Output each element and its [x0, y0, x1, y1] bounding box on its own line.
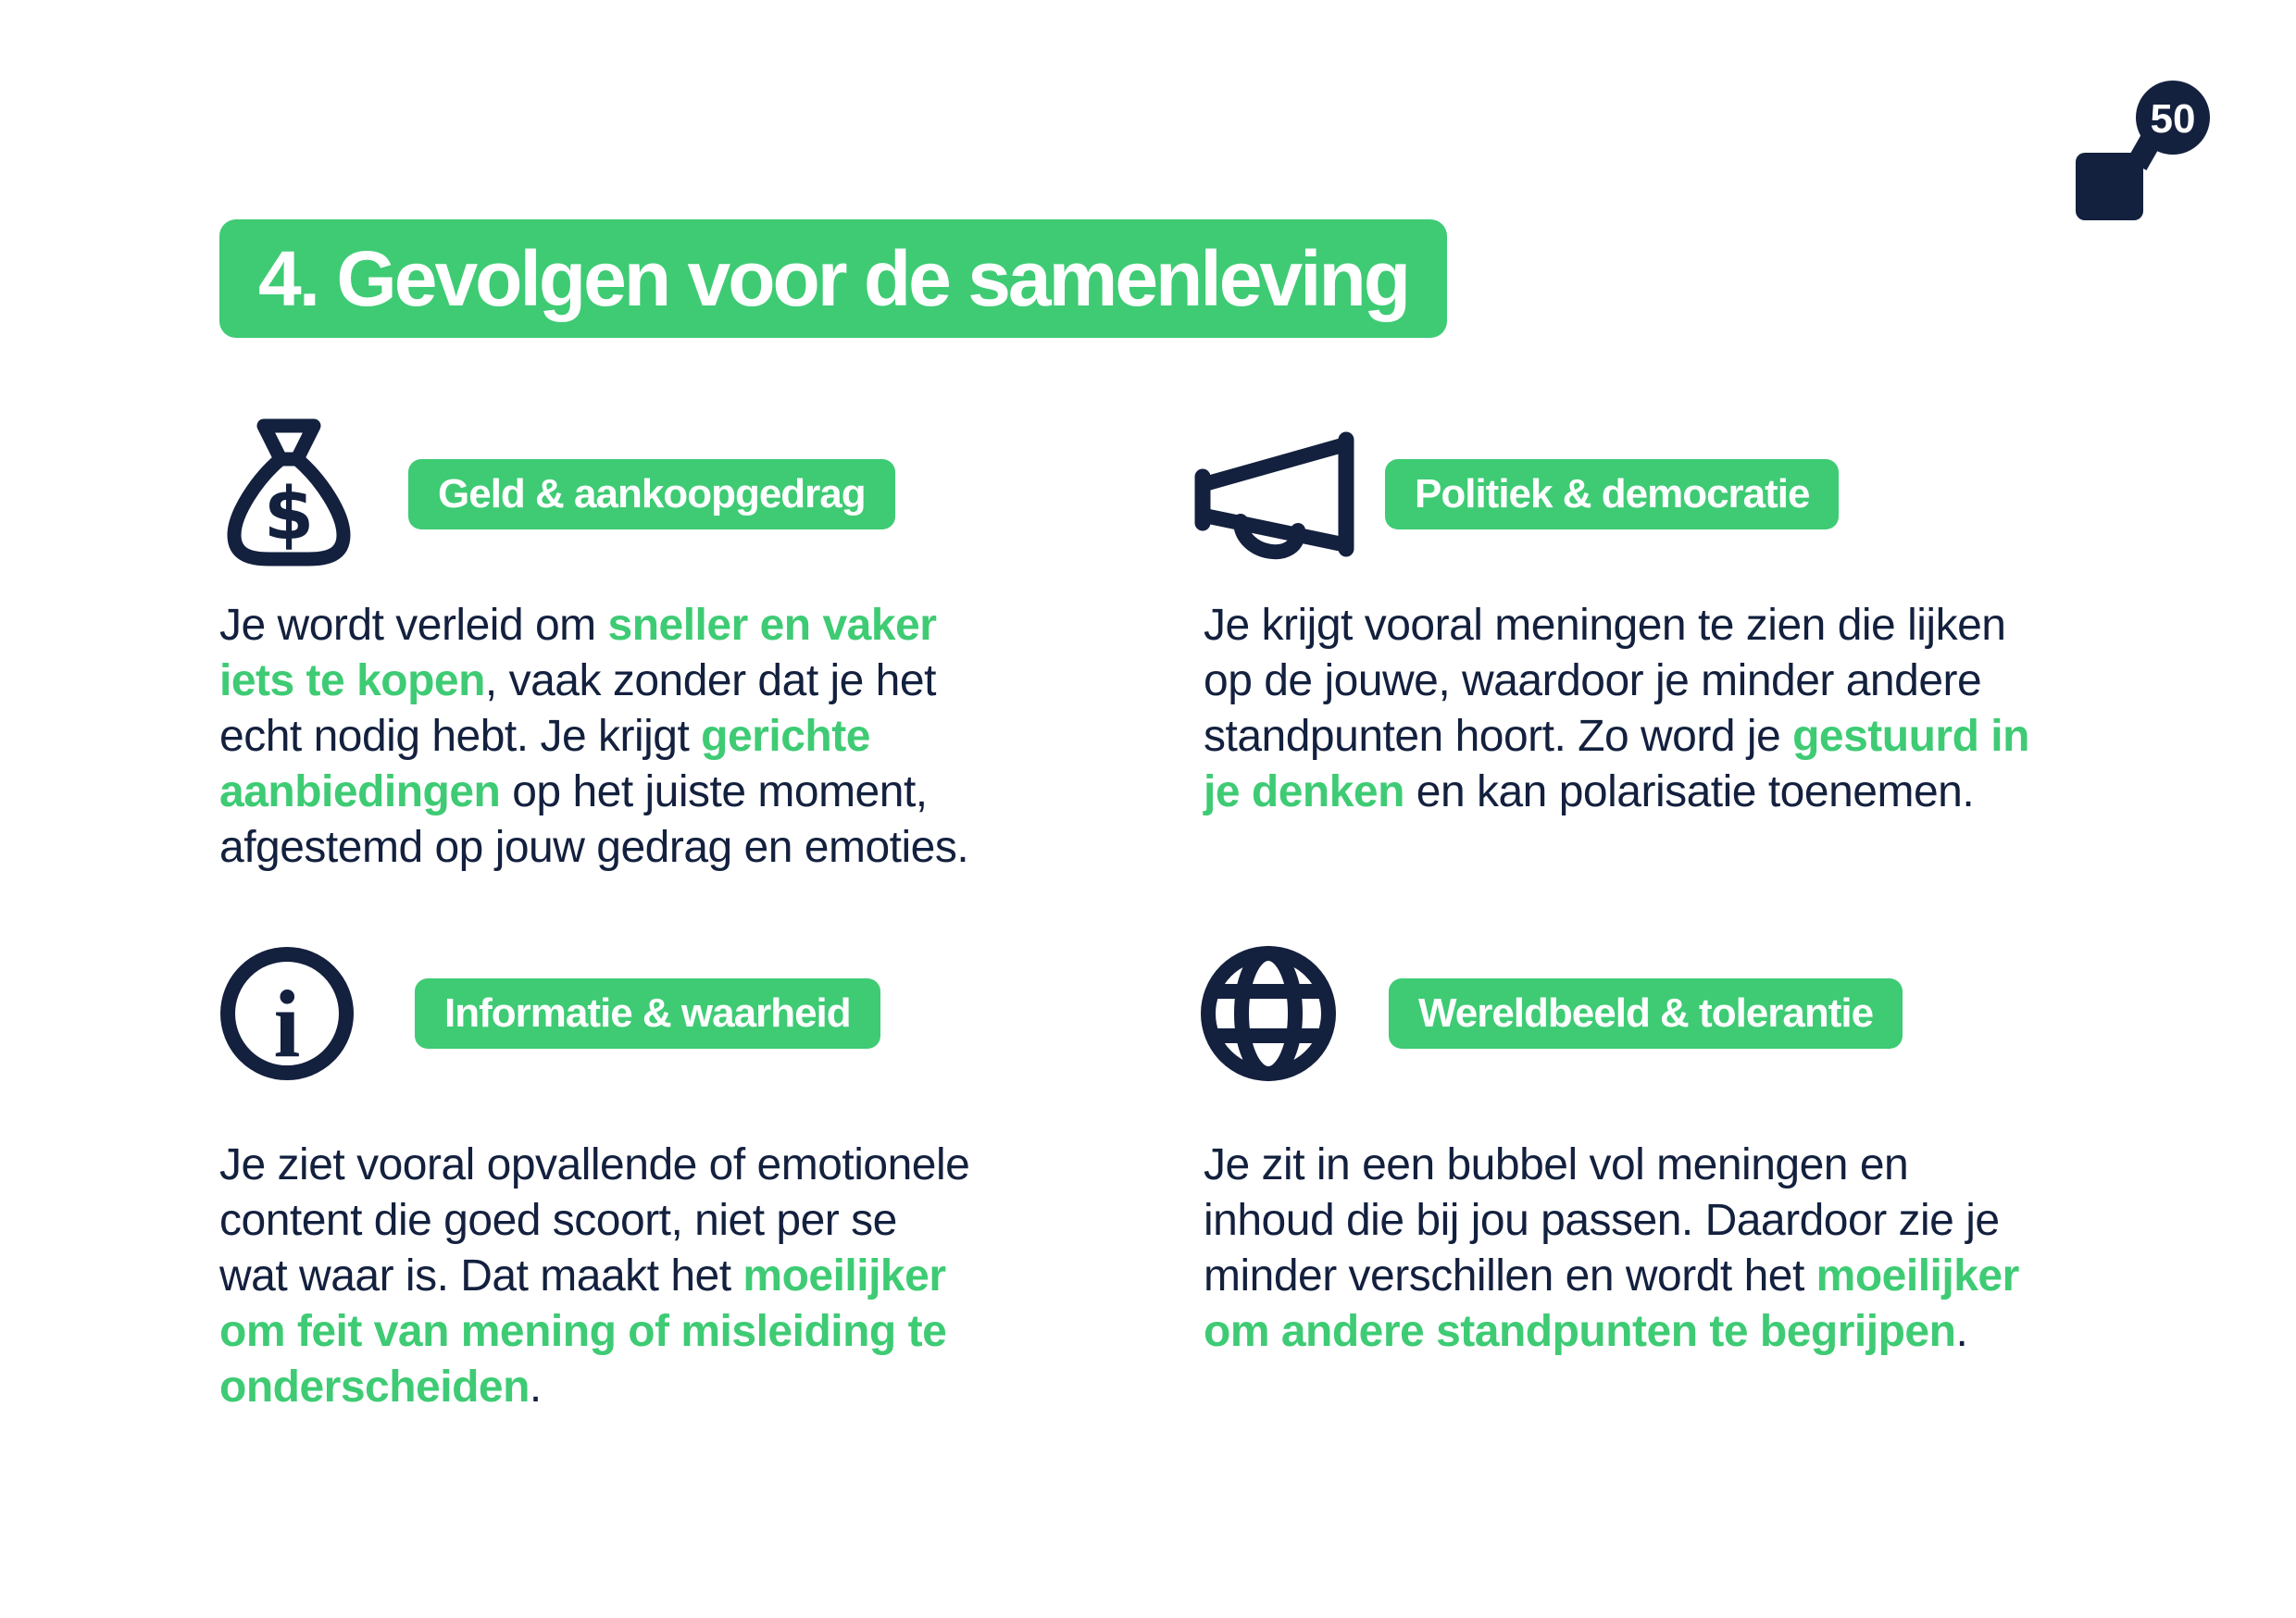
section-badge-politiek: Politiek & democratie	[1385, 459, 1839, 529]
body-text: minder verschillen en wordt het	[1204, 1251, 1816, 1301]
body-text: inhoud die bij jou passen. Daardoor zie je	[1204, 1196, 2000, 1245]
info-icon	[218, 945, 356, 1082]
body-text: wat waar is. Dat maakt het	[219, 1251, 743, 1301]
page-title-banner	[219, 219, 1447, 338]
body-text: standpunten hoort. Zo word je	[1204, 712, 1793, 761]
body-text: .	[1955, 1307, 1968, 1356]
body-text: afgestemd op jouw gedrag en emoties.	[219, 823, 969, 872]
body-text: , vaak zonder dat je het	[484, 656, 936, 705]
body-text: .	[529, 1363, 542, 1412]
highlighted-text: om feit van mening of misleiding te	[219, 1307, 947, 1356]
logo-square	[2076, 153, 2143, 220]
section-text-informatie	[219, 1138, 1173, 1415]
section-header-politiek	[1192, 417, 1839, 572]
section-header-wereldbeeld	[1200, 944, 1903, 1083]
section-text-wereldbeeld	[1204, 1138, 2185, 1360]
body-text: Je wordt verleid om	[219, 601, 608, 650]
body-text: Je krijgt vooral meningen te zien die lijken	[1204, 601, 2006, 650]
section-badge-informatie: Informatie & waarheid	[415, 978, 880, 1049]
money-bag-icon	[216, 417, 362, 572]
highlighted-text: aanbiedingen	[219, 767, 501, 816]
highlighted-text: je denken	[1204, 767, 1404, 816]
section-header-informatie	[218, 944, 880, 1083]
section-badge-geld: Geld & aankoopgedrag	[408, 459, 895, 529]
highlighted-text: onderscheiden	[219, 1363, 530, 1412]
body-text: echt nodig hebt. Je krijgt	[219, 712, 702, 761]
globe-icon	[1200, 945, 1337, 1082]
body-text: op het juiste moment,	[500, 767, 928, 816]
highlighted-text: moeilijker	[1816, 1251, 2019, 1301]
megaphone-icon	[1192, 425, 1359, 564]
body-text: content die goed scoort, niet per se	[219, 1196, 897, 1245]
highlighted-text: sneller en vaker	[607, 601, 937, 650]
body-text: Je zit in een bubbel vol meningen en	[1204, 1140, 1909, 1189]
section-text-politiek	[1204, 598, 2185, 820]
section-text-geld	[219, 598, 1173, 876]
body-text: Je ziet vooral opvallende of emotionele	[219, 1140, 970, 1189]
page-number-logo	[2074, 80, 2213, 222]
dollar-sign: $	[263, 473, 315, 556]
body-text: op de jouwe, waardoor je minder andere	[1204, 656, 1982, 705]
highlighted-text: iets te kopen	[219, 656, 485, 705]
section-header-geld	[216, 417, 895, 572]
highlighted-text: moeilijker	[742, 1251, 946, 1301]
body-text: en kan polarisatie toenemen.	[1404, 767, 1975, 816]
highlighted-text: gestuurd in	[1792, 712, 2029, 761]
highlighted-text: om andere standpunten te begrijpen	[1204, 1307, 1956, 1356]
highlighted-text: gerichte	[701, 712, 870, 761]
section-badge-wereldbeeld: Wereldbeeld & tolerantie	[1389, 978, 1903, 1049]
page-number: 50	[2150, 96, 2196, 142]
page-title: 4. Gevolgen voor de samenleving	[258, 235, 1409, 322]
info-glyph: i	[273, 971, 301, 1077]
